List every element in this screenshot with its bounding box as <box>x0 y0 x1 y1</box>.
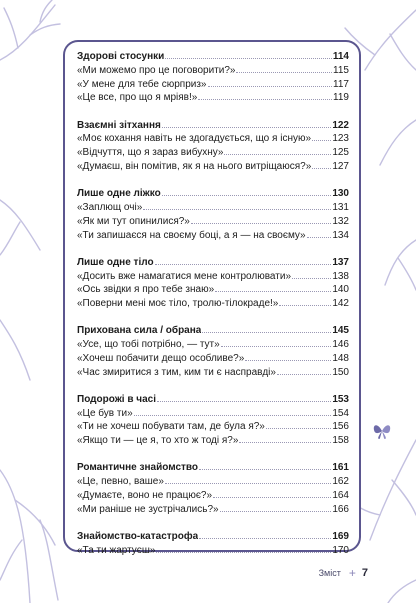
toc-entry[interactable] <box>77 229 349 243</box>
dot-leader <box>165 57 332 59</box>
dot-leader <box>224 153 331 155</box>
toc-section <box>77 256 349 311</box>
toc-entry-page: 154 <box>332 407 349 419</box>
toc-entry-title: «Якщо ти — це я, то хто ж тоді я?» <box>77 435 239 447</box>
toc-section <box>77 461 349 516</box>
toc-entry-page: 117 <box>333 78 349 90</box>
toc-section <box>77 187 349 242</box>
toc-entry-page: 166 <box>332 503 349 515</box>
toc-entry[interactable] <box>77 434 349 448</box>
toc-heading-title: Взаємні зітхання <box>77 119 161 131</box>
toc-heading[interactable] <box>77 187 349 201</box>
toc-heading-page: 153 <box>332 393 349 405</box>
toc-entry-title: «Час змиритися з тим, ким ти є насправді» <box>77 366 276 378</box>
dot-leader <box>245 359 331 361</box>
table-of-contents <box>63 40 361 556</box>
toc-heading-title: Здорові стосунки <box>77 51 165 62</box>
dot-leader <box>213 496 331 498</box>
dot-leader <box>277 373 331 375</box>
toc-entry[interactable] <box>77 420 349 434</box>
toc-entry-page: 162 <box>332 476 349 488</box>
toc-heading[interactable] <box>77 256 349 270</box>
dot-leader <box>312 139 331 141</box>
toc-entry-title: «Та ти жартуєш» <box>77 544 156 556</box>
toc-heading-page: 122 <box>332 119 349 131</box>
toc-section <box>77 50 349 105</box>
toc-entry-title: «У мене для тебе сюрприз» <box>77 78 207 90</box>
toc-entry-title: «Це був ти» <box>77 407 133 419</box>
toc-entry[interactable] <box>77 475 349 489</box>
dot-leader <box>157 400 331 402</box>
dot-leader <box>162 126 331 128</box>
toc-heading[interactable] <box>77 461 349 475</box>
toc-entry[interactable] <box>77 270 349 284</box>
toc-entry-page: 115 <box>333 64 349 76</box>
dot-leader <box>307 236 332 238</box>
toc-entry[interactable] <box>77 64 349 78</box>
toc-entry[interactable] <box>77 489 349 503</box>
toc-heading[interactable] <box>77 530 349 544</box>
toc-entry[interactable] <box>77 544 349 558</box>
dot-leader <box>165 482 331 484</box>
toc-entry-title: «Це все, про що я мріяв!» <box>77 92 198 104</box>
toc-entry[interactable] <box>77 132 349 146</box>
dot-leader <box>198 98 332 100</box>
dot-leader <box>292 277 331 279</box>
dot-leader <box>199 537 331 539</box>
toc-entry-page: 131 <box>332 201 349 213</box>
dot-leader <box>236 71 332 73</box>
toc-entry[interactable] <box>77 201 349 215</box>
toc-heading-title: Подорожі в часі <box>77 393 156 405</box>
toc-entry-title: «Ти запишаєся на своєму боці, а я — на своєму» <box>77 229 306 241</box>
toc-entry-page: 125 <box>332 147 349 159</box>
toc-entry-title: «Поверни мені моє тіло, тролю-тілокраде!» <box>77 298 279 310</box>
dot-leader <box>312 167 331 169</box>
toc-entry[interactable] <box>77 407 349 421</box>
dot-leader <box>208 85 333 87</box>
dot-leader <box>279 304 331 306</box>
toc-entry-page: 170 <box>332 544 349 556</box>
dot-leader <box>191 222 331 224</box>
toc-entry[interactable] <box>77 366 349 380</box>
toc-entry-title: «Заплющ очі» <box>77 201 143 213</box>
page-footer <box>319 566 368 580</box>
toc-entry-title: «Це, певно, ваше» <box>77 476 164 488</box>
toc-entry-page: 150 <box>332 366 349 378</box>
toc-heading-page: 145 <box>332 325 349 337</box>
toc-entry-title: «Ось звідки я про тебе знаю» <box>77 284 215 296</box>
toc-heading-page: 114 <box>332 51 349 62</box>
butterfly-icon <box>371 420 393 442</box>
toc-entry-title: «Досить вже намагатися мене контролювати» <box>77 270 291 282</box>
toc-entry-page: 148 <box>332 352 349 364</box>
toc-heading-page: 130 <box>332 188 349 200</box>
toc-section <box>77 119 349 174</box>
toc-entry-title: «Хочеш побачити дещо особливе?» <box>77 352 245 364</box>
toc-entry-page: 164 <box>332 490 349 502</box>
dot-leader <box>221 345 332 347</box>
footer-label: Зміст <box>318 568 341 578</box>
toc-heading[interactable] <box>77 119 349 133</box>
toc-heading-title: Лише одне тіло <box>77 256 154 268</box>
toc-heading-title: Романтичне знайомство <box>77 462 199 474</box>
toc-entry-title: «Ми можемо про це поговорити?» <box>77 64 236 76</box>
toc-heading-page: 161 <box>332 462 349 474</box>
dot-leader <box>215 290 331 292</box>
toc-entry-title: «Думаєш, він помітив, як я на нього витріщаюся?» <box>77 160 312 172</box>
toc-entry-page: 158 <box>332 435 349 447</box>
toc-entry[interactable] <box>77 91 349 105</box>
toc-entry[interactable] <box>77 297 349 311</box>
toc-entry-page: 142 <box>332 298 349 310</box>
toc-heading[interactable] <box>77 324 349 338</box>
toc-entry[interactable] <box>77 503 349 517</box>
toc-section <box>77 393 349 448</box>
toc-entry[interactable] <box>77 338 349 352</box>
toc-entry-page: 146 <box>332 339 349 351</box>
dot-leader <box>162 194 332 196</box>
toc-entry-page: 123 <box>332 133 349 145</box>
toc-entry[interactable] <box>77 78 349 92</box>
dot-leader <box>239 441 331 443</box>
toc-heading-page: 169 <box>332 531 349 543</box>
toc-entry-page: 140 <box>332 284 349 296</box>
dot-leader <box>156 551 331 553</box>
toc-entry-page: 134 <box>332 229 349 241</box>
toc-entry-page: 127 <box>332 160 349 172</box>
dot-leader <box>266 427 331 429</box>
toc-entry[interactable] <box>77 352 349 366</box>
toc-entry[interactable] <box>77 146 349 160</box>
toc-heading-title: Лише одне ліжко <box>77 188 161 200</box>
toc-section <box>77 530 349 558</box>
toc-heading-title: Прихована сила / обрана <box>77 325 202 337</box>
toc-entry[interactable] <box>77 283 349 297</box>
dot-leader <box>134 414 332 416</box>
toc-entry-title: «Ти не хочеш побувати там, де була я?» <box>77 421 265 433</box>
toc-entry-title: «Як ми тут опинилися?» <box>77 215 190 227</box>
toc-entry-title: «Думаєте, воно не працює?» <box>77 490 213 502</box>
toc-entry-title: «Моє кохання навіть не здогадується, що я існую» <box>77 133 312 145</box>
toc-entry-title: «Ми раніше не зустрічались?» <box>77 503 219 515</box>
toc-entry-page: 138 <box>332 270 349 282</box>
toc-heading[interactable] <box>77 393 349 407</box>
toc-section <box>77 324 349 379</box>
toc-entry-title: «Відчуття, що я зараз вибухну» <box>77 147 224 159</box>
dot-leader <box>155 263 332 265</box>
toc-heading-title: Знайомство-катастрофа <box>77 531 199 543</box>
toc-entry[interactable] <box>77 160 349 174</box>
plus-icon: + <box>348 566 356 580</box>
toc-heading-page: 137 <box>332 256 349 268</box>
dot-leader <box>220 510 332 512</box>
toc-entry[interactable] <box>77 215 349 229</box>
dot-leader <box>143 208 331 210</box>
toc-entry-page: 132 <box>332 215 349 227</box>
toc-entry-page: 119 <box>333 92 349 104</box>
dot-leader <box>202 331 331 333</box>
toc-entry-page: 156 <box>332 421 349 433</box>
page-number: 7 <box>361 567 368 579</box>
toc-heading[interactable] <box>77 50 349 64</box>
dot-leader <box>199 468 331 470</box>
toc-entry-title: «Усе, що тобі потрібно, — тут» <box>77 339 220 351</box>
